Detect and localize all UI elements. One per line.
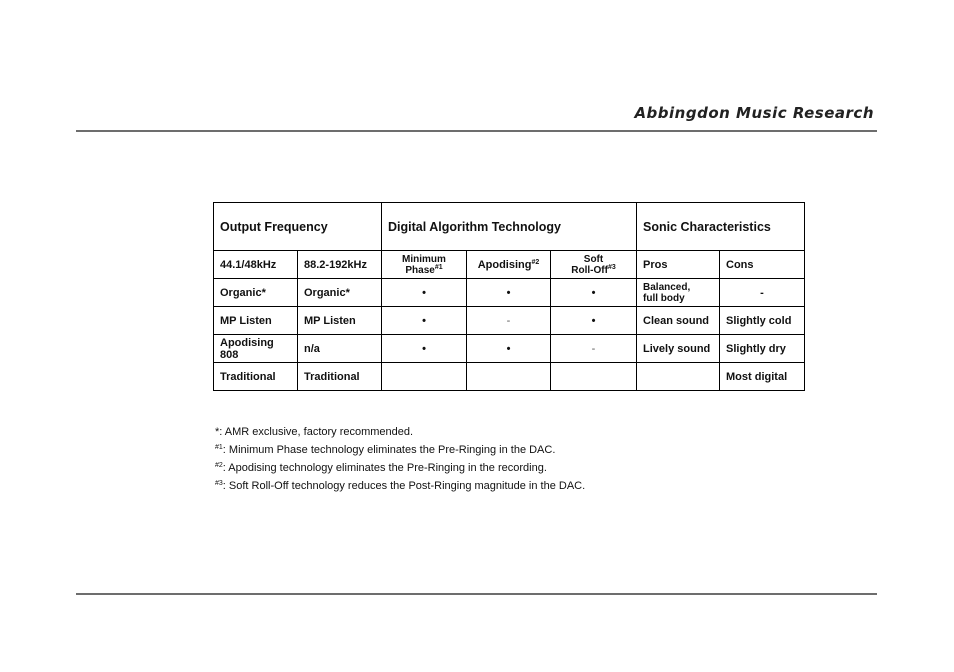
cell-freq2: Traditional bbox=[298, 363, 382, 391]
minimum-line2: Phase bbox=[405, 264, 435, 276]
footnote bbox=[215, 441, 585, 459]
soft-line1: Soft bbox=[583, 253, 604, 265]
footnote bbox=[215, 477, 585, 495]
soft-line2: Roll-Off bbox=[571, 264, 608, 276]
header-digital-algorithm: Digital Algorithm Technology bbox=[382, 203, 637, 251]
soft-sup: #3 bbox=[607, 263, 616, 271]
cell-soft: • bbox=[551, 279, 637, 307]
footnote-mark: #2 bbox=[215, 462, 223, 469]
subheader-freq2: 88.2-192kHz bbox=[298, 251, 382, 279]
footnote-text: : Minimum Phase technology eliminates the Pre-Ringing in the DAC. bbox=[222, 444, 556, 456]
table-sub-header-row bbox=[214, 251, 805, 279]
footnote-mark: #1 bbox=[215, 444, 223, 451]
header-output-frequency: Output Frequency bbox=[214, 203, 382, 251]
footnotes bbox=[215, 423, 585, 495]
subheader-soft-rolloff bbox=[551, 251, 637, 279]
subheader-freq1: 44.1/48kHz bbox=[214, 251, 298, 279]
cell-pros bbox=[637, 363, 720, 391]
table-row bbox=[214, 307, 805, 335]
cell-apodising: - bbox=[467, 307, 551, 335]
cell-cons: - bbox=[720, 279, 805, 307]
cell-freq2: MP Listen bbox=[298, 307, 382, 335]
cell-soft bbox=[551, 363, 637, 391]
header-divider bbox=[76, 130, 877, 132]
header-sonic-characteristics: Sonic Characteristics bbox=[637, 203, 805, 251]
footnote-mark: #3 bbox=[215, 480, 223, 487]
cell-cons: Most digital bbox=[720, 363, 805, 391]
cell-cons: Slightly dry bbox=[720, 335, 805, 363]
cell-minimum: • bbox=[382, 279, 467, 307]
footnote-text: : Soft Roll-Off technology reduces the Post-Ringing magnitude in the DAC. bbox=[222, 480, 586, 492]
cell-freq2: n/a bbox=[298, 335, 382, 363]
footnote-mark: * bbox=[215, 426, 220, 438]
subheader-pros: Pros bbox=[637, 251, 720, 279]
cell-cons: Slightly cold bbox=[720, 307, 805, 335]
table-row bbox=[214, 279, 805, 307]
cell-apodising bbox=[467, 363, 551, 391]
table-group-header-row bbox=[214, 203, 805, 251]
subheader-apodising bbox=[467, 251, 551, 279]
footnote-text: : AMR exclusive, factory recommended. bbox=[219, 426, 414, 438]
cell-soft: - bbox=[551, 335, 637, 363]
minimum-line1: Minimum bbox=[402, 253, 446, 265]
pros-line2: full body bbox=[643, 292, 685, 304]
apodising-sup: #2 bbox=[531, 258, 540, 266]
subheader-cons: Cons bbox=[720, 251, 805, 279]
cell-freq2: Organic* bbox=[298, 279, 382, 307]
table-row bbox=[214, 363, 805, 391]
cell-minimum: • bbox=[382, 335, 467, 363]
cell-minimum bbox=[382, 363, 467, 391]
cell-apodising: • bbox=[467, 279, 551, 307]
cell-pros: Clean sound bbox=[637, 307, 720, 335]
brand-logo-text: Abbingdon Music Research bbox=[634, 104, 874, 122]
cell-freq1: Traditional bbox=[214, 363, 298, 391]
footnote bbox=[215, 423, 585, 441]
apodising-label: Apodising bbox=[477, 258, 532, 271]
footnote-text: : Apodising technology eliminates the Pre-Ringing in the recording. bbox=[222, 462, 547, 474]
cell-freq1: MP Listen bbox=[214, 307, 298, 335]
footer-divider bbox=[76, 593, 877, 595]
pros-line1: Balanced, bbox=[643, 281, 691, 293]
subheader-minimum-phase bbox=[382, 251, 467, 279]
minimum-sup: #1 bbox=[434, 263, 443, 271]
cell-apodising: • bbox=[467, 335, 551, 363]
footnote bbox=[215, 459, 585, 477]
cell-minimum: • bbox=[382, 307, 467, 335]
cell-freq1: Organic* bbox=[214, 279, 298, 307]
filter-settings-table bbox=[213, 202, 805, 391]
cell-soft: • bbox=[551, 307, 637, 335]
table-row bbox=[214, 335, 805, 363]
cell-pros bbox=[637, 279, 720, 307]
cell-pros: Lively sound bbox=[637, 335, 720, 363]
cell-freq1: Apodising 808 bbox=[214, 335, 298, 363]
